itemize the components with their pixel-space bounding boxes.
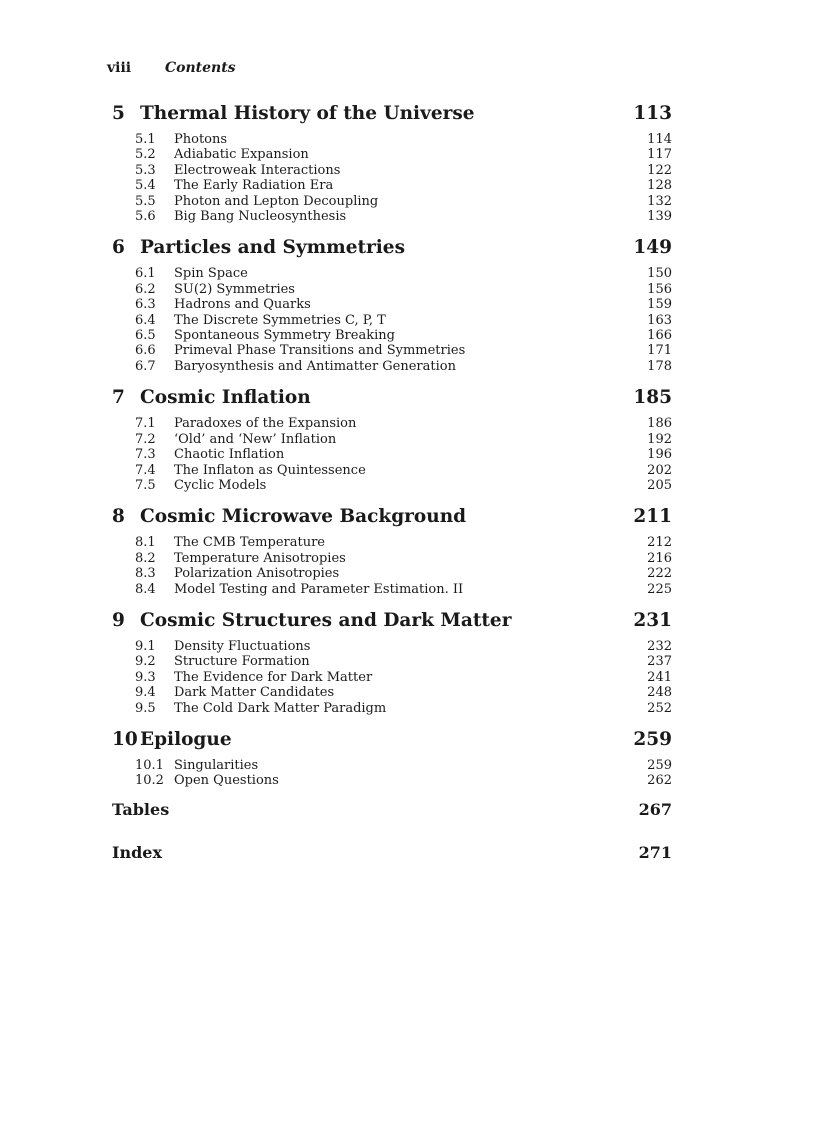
section-page: 225 [647,581,672,597]
page-number: viii [107,60,132,76]
section-page: 237 [647,654,672,670]
chapter-page: 211 [633,506,672,528]
section-page: 166 [647,328,672,344]
section-entry[interactable] [135,773,672,788]
section-number: 5.2 [135,147,156,163]
section-entry[interactable] [135,297,672,312]
section-number: 5.1 [135,132,156,147]
section-number: 7.1 [135,416,156,432]
section-title: Spin Space [174,266,248,282]
chapter-entry [112,607,672,716]
section-page: 178 [647,358,672,374]
section-number: 6.5 [135,328,156,344]
section-number: 6.2 [135,281,156,297]
section-number: 8.4 [135,581,156,597]
chapter-page: 185 [633,387,672,409]
section-page: 232 [647,638,672,654]
section-entry[interactable] [135,163,672,178]
section-title: Photons [174,132,228,147]
back-matter-title: Index [112,842,163,862]
section-title: Spontaneous Symmetry Breaking [174,328,395,344]
section-list [135,132,672,224]
section-page: 259 [647,757,672,773]
section-page: 122 [647,162,672,178]
section-entry[interactable] [135,178,672,193]
section-page: 128 [647,178,672,194]
section-page: 262 [647,773,672,789]
section-title: Adiabatic Expansion [174,147,309,163]
section-page: 212 [647,535,672,551]
chapter-page: 231 [633,609,672,631]
back-matter-entry[interactable] [112,799,672,821]
section-title: Cyclic Models [174,477,267,493]
chapter-entry [112,100,672,224]
section-entry[interactable] [135,147,672,162]
section-number: 9.4 [135,685,156,701]
section-number: 9.2 [135,654,156,670]
section-number: 6.3 [135,297,156,313]
chapter-title: Epilogue [140,728,232,750]
section-entry[interactable] [135,551,672,566]
section-page: 196 [647,447,672,463]
section-page: 163 [647,312,672,328]
chapter-number: 7 [112,387,125,409]
section-title: SU(2) Symmetries [174,281,295,297]
section-list [135,416,672,493]
section-title: The CMB Temperature [174,535,325,551]
chapter-number: 9 [112,609,125,631]
back-matter-list [112,799,672,864]
section-number: 7.2 [135,431,156,447]
section-entry[interactable] [135,194,672,209]
section-number: 9.1 [135,638,156,654]
table-of-contents [112,100,672,864]
back-matter-page: 267 [638,799,672,819]
section-number: 6.1 [135,266,156,282]
section-entry[interactable] [135,343,672,358]
section-number: 7.5 [135,477,156,493]
section-number: 9.3 [135,669,156,685]
chapter-label [112,234,405,262]
section-list [135,266,672,374]
chapter-heading[interactable] [112,607,672,635]
section-page: 192 [647,431,672,447]
section-entry[interactable] [135,478,672,493]
back-matter-title: Tables [112,799,170,819]
section-entry[interactable] [135,582,672,597]
chapter-heading[interactable] [112,384,672,412]
section-number: 7.3 [135,447,156,463]
section-entry[interactable] [135,670,672,685]
section-number: 6.7 [135,358,156,374]
chapter-entry [112,234,672,374]
section-entry[interactable] [135,685,672,700]
section-entry[interactable] [135,313,672,328]
running-head [107,60,236,76]
section-page: 150 [647,266,672,282]
section-entry[interactable] [135,328,672,343]
chapter-number: 8 [112,506,125,528]
back-matter-page: 271 [638,842,672,862]
chapter-title: Particles and Symmetries [140,237,405,259]
section-page: 139 [647,209,672,225]
section-page: 156 [647,281,672,297]
section-title: Big Bang Nucleosynthesis [174,209,347,225]
section-title: Electroweak Interactions [174,162,341,178]
section-entry[interactable] [135,132,672,147]
section-number: 5.5 [135,193,156,209]
section-entry[interactable] [135,701,672,716]
section-page: 252 [647,700,672,716]
section-title: The Evidence for Dark Matter [174,669,373,685]
section-number: 6.6 [135,343,156,359]
section-entry[interactable] [135,566,672,581]
chapter-label [112,607,511,635]
section-entry[interactable] [135,359,672,374]
section-title: Structure Formation [174,654,310,670]
section-page: 117 [647,147,672,163]
section-entry[interactable] [135,266,672,281]
section-entry[interactable] [135,209,672,224]
section-title: Primeval Phase Transitions and Symmetries [174,343,466,359]
chapter-entry [112,384,672,493]
section-number: 8.3 [135,566,156,582]
chapter-entry [112,503,672,597]
section-title: Density Fluctuations [174,638,311,654]
section-entry[interactable] [135,463,672,478]
section-title: The Early Radiation Era [174,178,334,194]
chapter-label [112,100,475,128]
section-number: 10.2 [135,773,164,789]
section-title: Paradoxes of the Expansion [174,416,357,432]
chapter-number: 5 [112,103,125,124]
back-matter-entry[interactable] [112,842,672,864]
section-page: 114 [647,132,672,147]
section-title: The Cold Dark Matter Paradigm [174,700,387,716]
section-entry[interactable] [135,654,672,669]
section-title: Polarization Anisotropies [174,566,340,582]
section-page: 186 [647,416,672,432]
section-page: 241 [647,669,672,685]
chapter-title: Cosmic Microwave Background [140,506,467,528]
chapter-page: 149 [633,237,672,259]
section-page: 171 [647,343,672,359]
section-title: Chaotic Inflation [174,447,285,463]
chapter-list [112,100,672,789]
chapter-page: 113 [633,103,672,124]
section-title: Temperature Anisotropies [174,550,346,566]
section-title: Singularities [174,757,259,773]
section-title: Baryosynthesis and Antimatter Generation [174,358,456,374]
section-title: The Discrete Symmetries C, P, T [174,312,386,328]
section-number: 9.5 [135,700,156,716]
section-title: The Inflaton as Quintessence [174,462,366,478]
section-list [135,639,672,716]
section-entry[interactable] [135,447,672,462]
section-number: 8.1 [135,535,156,551]
chapter-number: 10 [112,728,138,750]
section-page: 132 [647,193,672,209]
chapter-heading[interactable] [112,100,672,128]
section-list [135,535,672,597]
chapter-title: Cosmic Inflation [140,387,311,409]
section-number: 5.6 [135,209,156,225]
section-number: 8.2 [135,550,156,566]
chapter-heading[interactable] [112,726,672,754]
section-number: 5.3 [135,162,156,178]
chapter-title: Thermal History of the Universe [140,103,475,124]
chapter-entry [112,726,672,789]
section-page: 216 [647,550,672,566]
chapter-title: Cosmic Structures and Dark Matter [140,609,512,631]
chapter-heading[interactable] [112,503,672,531]
section-title: Model Testing and Parameter Estimation. II [174,581,464,597]
chapter-page: 259 [633,728,672,750]
chapter-heading[interactable] [112,234,672,262]
chapter-label [112,384,311,412]
section-page: 248 [647,685,672,701]
section-entry[interactable] [135,416,672,431]
section-number: 7.4 [135,462,156,478]
section-title: Hadrons and Quarks [174,297,311,313]
section-page: 205 [647,477,672,493]
section-number: 5.4 [135,178,156,194]
section-entry[interactable] [135,432,672,447]
section-number: 6.4 [135,312,156,328]
section-number: 10.1 [135,757,164,773]
section-page: 159 [647,297,672,313]
section-title: Photon and Lepton Decoupling [174,193,379,209]
section-entry[interactable] [135,282,672,297]
section-title: ‘Old’ and ‘New’ Inflation [174,431,337,447]
section-title: Dark Matter Candidates [174,685,335,701]
section-entry[interactable] [135,535,672,550]
chapter-label [112,726,232,754]
section-entry[interactable] [135,758,672,773]
section-page: 222 [647,566,672,582]
section-list [135,758,672,789]
chapter-number: 6 [112,237,125,259]
section-title: Open Questions [174,773,279,789]
running-title: Contents [165,60,236,76]
section-page: 202 [647,462,672,478]
section-entry[interactable] [135,639,672,654]
chapter-label [112,503,466,531]
